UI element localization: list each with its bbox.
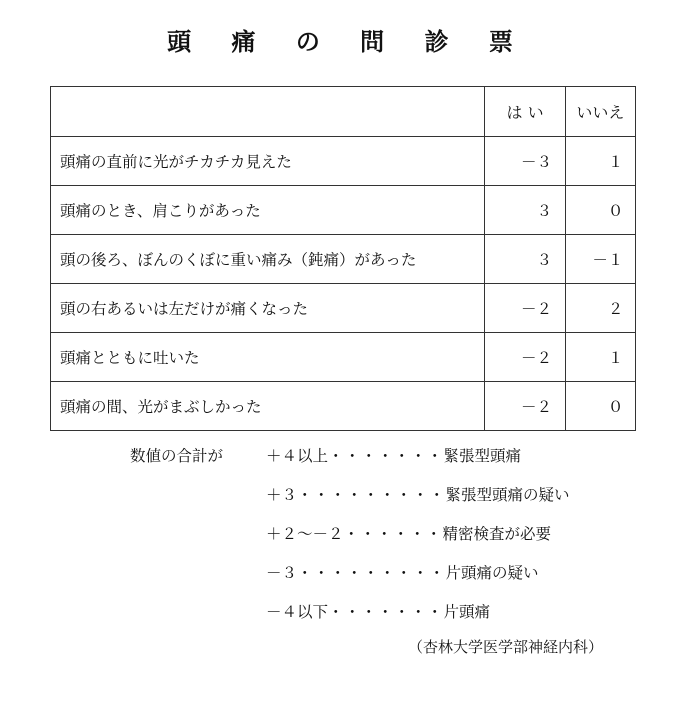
questionnaire-table: [50, 86, 636, 431]
no-column-header: いいえ: [565, 87, 635, 137]
no-score: １: [607, 153, 624, 171]
score-range: －４以下: [266, 603, 329, 621]
table-row: [51, 235, 636, 284]
leader-dots: ・・・・・・: [343, 525, 443, 543]
score-range: ＋４以上: [266, 447, 329, 465]
scoring-row: [266, 600, 490, 622]
yes-score: －２: [521, 300, 553, 318]
yes-score-cell: [485, 235, 565, 284]
diagnosis: 片頭痛の疑い: [445, 564, 539, 582]
question-column-header: [51, 87, 485, 137]
table-row: [51, 284, 636, 333]
score-range: ＋３: [266, 486, 298, 504]
score-range: －３: [266, 564, 298, 582]
leader-dots: ・・・・・・・・・: [297, 486, 446, 504]
no-score-cell: [565, 333, 635, 382]
no-score: ２: [607, 300, 624, 318]
question-cell: 頭の後ろ、ぼんのくぼに重い痛み（鈍痛）があった: [51, 235, 485, 284]
yes-score-cell: [485, 284, 565, 333]
question-cell: 頭痛とともに吐いた: [51, 333, 485, 382]
question-cell: 頭の右あるいは左だけが痛くなった: [51, 284, 485, 333]
no-score: －１: [592, 251, 624, 269]
yes-score: －２: [521, 398, 553, 416]
scoring-lead-text: 数値の合計が: [130, 447, 224, 465]
table-row: [51, 186, 636, 235]
yes-score-cell: [485, 137, 565, 186]
table-row: [51, 333, 636, 382]
no-score: １: [607, 349, 624, 367]
no-score-cell: [565, 235, 635, 284]
no-score-cell: [565, 284, 635, 333]
scoring-row: [266, 561, 539, 583]
yes-score: ３: [536, 202, 553, 220]
table-row: [51, 382, 636, 431]
source-credit: （杏林大学医学部神経内科）: [408, 638, 604, 656]
no-score: ０: [607, 202, 624, 220]
no-score-cell: [565, 186, 635, 235]
leader-dots: ・・・・・・・・・: [297, 564, 446, 582]
diagnosis: 緊張型頭痛の疑い: [445, 486, 570, 504]
question-cell: 頭痛のとき、肩こりがあった: [51, 186, 485, 235]
no-score: ０: [607, 398, 624, 416]
diagnosis: 片頭痛: [443, 603, 491, 621]
no-score-cell: [565, 137, 635, 186]
yes-score-cell: [485, 186, 565, 235]
no-score-cell: [565, 382, 635, 431]
question-cell: 頭痛の直前に光がチカチカ見えた: [51, 137, 485, 186]
yes-score-cell: [485, 382, 565, 431]
yes-score: －３: [521, 153, 553, 171]
document-title: 頭 痛 の 問 診 票: [167, 28, 529, 56]
yes-column-header: は い: [485, 87, 565, 137]
scoring-row: [266, 522, 551, 544]
leader-dots: ・・・・・・・: [328, 603, 444, 621]
diagnosis: 精密検査が必要: [442, 525, 552, 543]
question-cell: 頭痛の間、光がまぶしかった: [51, 382, 485, 431]
score-range: ＋２～－２: [266, 525, 344, 543]
scoring-row: [266, 483, 570, 505]
diagnosis: 緊張型頭痛: [443, 447, 522, 465]
yes-score: －２: [521, 349, 553, 367]
yes-score-cell: [485, 333, 565, 382]
table-header-row: [51, 87, 636, 137]
yes-score: ３: [536, 251, 553, 269]
table-row: [51, 137, 636, 186]
leader-dots: ・・・・・・・: [328, 447, 444, 465]
scoring-row: [266, 444, 521, 466]
